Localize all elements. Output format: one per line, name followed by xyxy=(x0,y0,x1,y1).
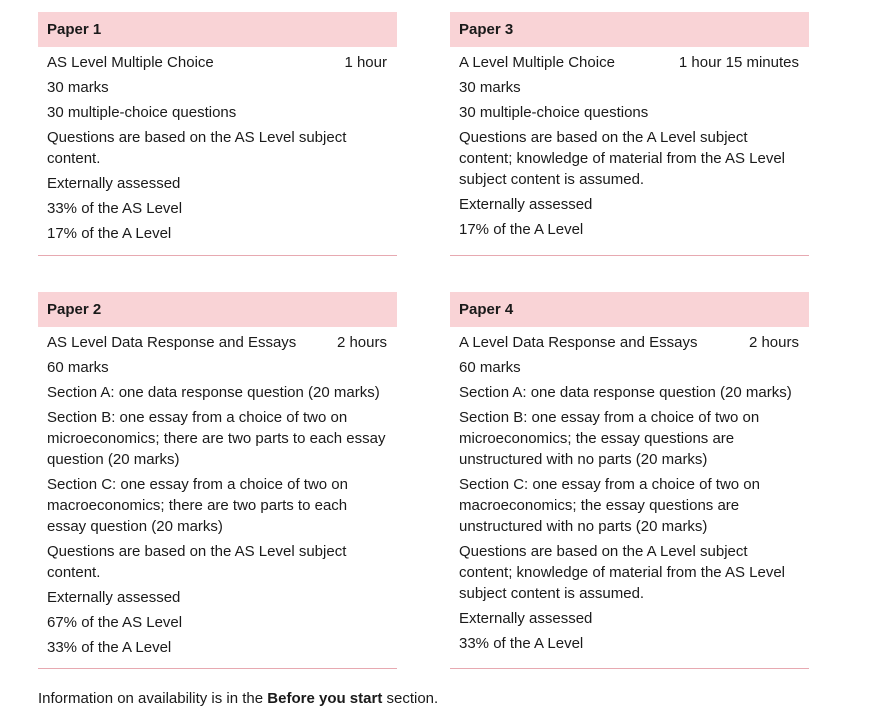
paper-4-body xyxy=(450,327,809,669)
paper-2-item: Section A: one data response question (20 marks) xyxy=(47,384,380,401)
paper-1-duration: 1 hour xyxy=(344,54,387,71)
paper-2-item: 33% of the A Level xyxy=(47,639,172,656)
paper-2-item: Section C: one essay from a choice of two on macroeconomics; there are two parts to each essay question (20 marks) xyxy=(47,476,348,535)
paper-4-item: Questions are based on the A Level subject content; knowledge of material from the AS Level subject content is assumed. xyxy=(459,543,786,602)
paper-3-name: A Level Multiple Choice xyxy=(459,54,615,71)
paper-4-item: Externally assessed xyxy=(459,610,593,627)
paper-3-item: 30 marks xyxy=(459,79,521,96)
paper-1-body xyxy=(38,47,397,256)
paper-4-title: Paper 4 xyxy=(450,292,809,327)
paper-2-item: 60 marks xyxy=(47,359,109,376)
before-you-start-reference: Before you start xyxy=(267,690,383,707)
paper-3-card xyxy=(450,12,809,256)
paper-3-item: Externally assessed xyxy=(459,196,593,213)
paper-3-name-row xyxy=(459,52,799,73)
paper-2-duration: 2 hours xyxy=(336,334,387,351)
paper-3-duration: 1 hour 15 minutes xyxy=(678,54,799,71)
paper-4-name-row xyxy=(459,332,799,353)
paper-4-duration: 2 hours xyxy=(748,334,799,351)
paper-2-item: Section B: one essay from a choice of two on microeconomics; there are two parts to each essay question (20 marks) xyxy=(47,409,386,468)
paper-3-item: Questions are based on the A Level subject content; knowledge of material from the AS Level subject content is assumed. xyxy=(459,129,786,188)
paper-2-item: Externally assessed xyxy=(47,589,181,606)
paper-4-item: Section A: one data response question (20 marks) xyxy=(459,384,792,401)
paper-3-body xyxy=(450,47,809,256)
paper-2-name: AS Level Data Response and Essays xyxy=(47,334,297,351)
paper-4-item: Section B: one essay from a choice of two on microeconomics; the essay questions are unstructured with no parts (20 marks) xyxy=(459,409,760,468)
paper-3-item: 17% of the A Level xyxy=(459,221,584,238)
paper-1-name: AS Level Multiple Choice xyxy=(47,54,214,71)
paper-1-item: Externally assessed xyxy=(47,175,181,192)
paper-4-card xyxy=(450,292,809,669)
paper-1-card xyxy=(38,12,397,256)
paper-1-item: 33% of the AS Level xyxy=(47,200,183,217)
paper-1-item: 30 marks xyxy=(47,79,109,96)
paper-2-item: 67% of the AS Level xyxy=(47,614,183,631)
paper-2-title: Paper 2 xyxy=(38,292,397,327)
availability-note xyxy=(38,690,438,707)
paper-4-item: 60 marks xyxy=(459,359,521,376)
paper-2-name-row xyxy=(47,332,387,353)
paper-4-name: A Level Data Response and Essays xyxy=(459,334,698,351)
availability-note-before: Information on availability is in the xyxy=(38,690,268,707)
paper-1-name-row xyxy=(47,52,387,73)
paper-4-item: Section C: one essay from a choice of two on macroeconomics; the essay questions are unstructured with no parts (20 marks) xyxy=(459,476,760,535)
paper-3-item: 30 multiple-choice questions xyxy=(459,104,649,121)
paper-3-title: Paper 3 xyxy=(450,12,809,47)
paper-1-title: Paper 1 xyxy=(38,12,397,47)
paper-2-item: Questions are based on the AS Level subject content. xyxy=(47,543,347,581)
paper-1-item: Questions are based on the AS Level subject content. xyxy=(47,129,347,167)
paper-4-item: 33% of the A Level xyxy=(459,635,584,652)
paper-2-card xyxy=(38,292,397,669)
paper-1-item: 30 multiple-choice questions xyxy=(47,104,237,121)
paper-2-body xyxy=(38,327,397,669)
availability-note-after: section. xyxy=(382,690,439,707)
paper-1-item: 17% of the A Level xyxy=(47,225,172,242)
